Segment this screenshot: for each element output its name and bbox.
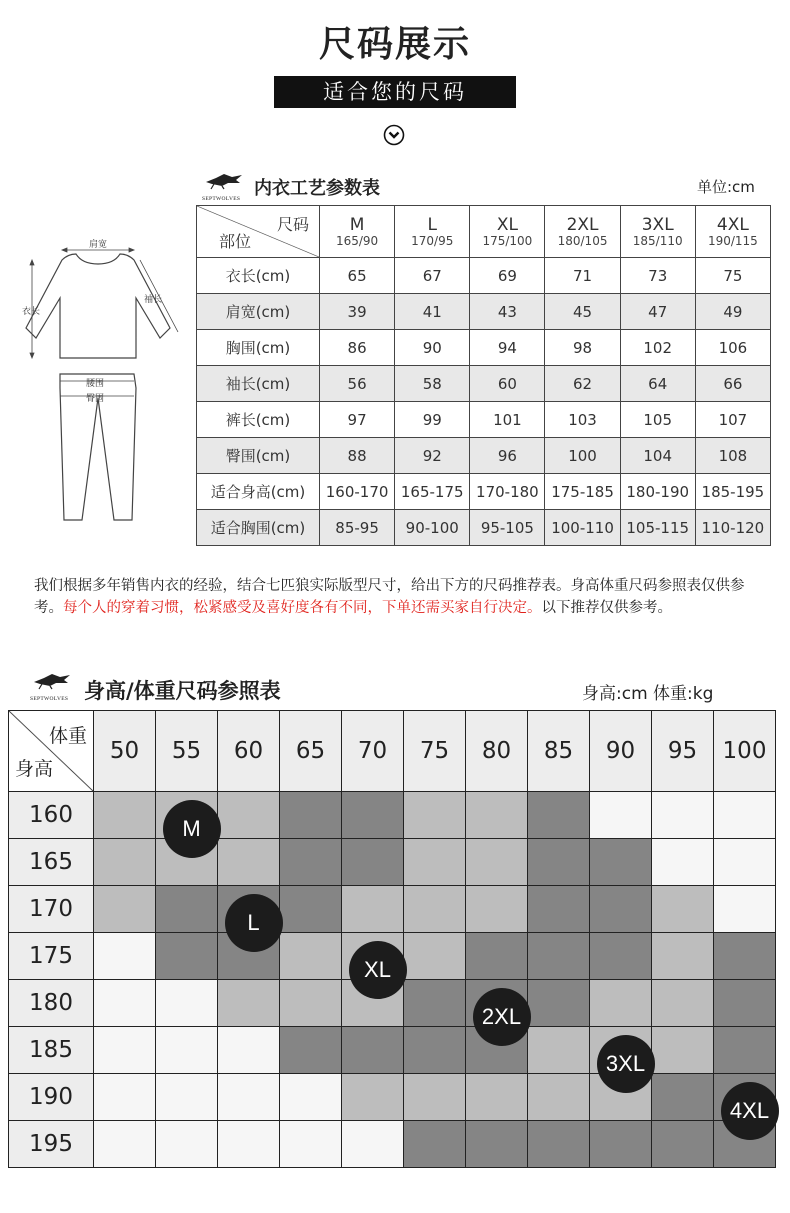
grid-cell [404,1074,466,1121]
section-title-params: 内衣工艺参数表 [254,178,380,199]
size-header-4xl: 4XL 190/115 [695,206,770,258]
grid-cell [404,1027,466,1074]
size-badge-3xl: 3XL [597,1035,655,1093]
grid-cell [94,1027,156,1074]
grid-cell [590,980,652,1027]
grid-cell [652,1027,714,1074]
weight-header: 100 [714,711,776,792]
diagram-hip-label: 臀围 [86,394,105,404]
size-header-l: L 170/95 [395,206,470,258]
weight-header: 90 [590,711,652,792]
table-cell: 85-95 [320,510,395,546]
grid-cell [528,1027,590,1074]
table-cell: 71 [545,258,620,294]
height-header: 190 [9,1074,94,1121]
grid-cell [342,1027,404,1074]
grid-cell [156,1121,218,1168]
table-cell: 62 [545,366,620,402]
table-cell: 165-175 [395,474,470,510]
row-label: 袖长(cm) [197,366,320,402]
grid-cell [466,1074,528,1121]
wolf-logo-icon [202,170,248,198]
grid-cell [404,933,466,980]
table-cell: 170-180 [470,474,545,510]
wolf-logo-icon [30,670,76,698]
grid-cell [218,792,280,839]
grid-cell [342,1121,404,1168]
grid-cell [280,1074,342,1121]
grid-cell [404,839,466,886]
note-warning-text: 每个人的穿着习惯，松紧感受及喜好度各有不同，下单还需买家自行决定。 [63,600,542,616]
grid-cell [94,792,156,839]
table-cell: 60 [470,366,545,402]
diagram-sleeve-label: 袖长 [144,295,163,305]
table-header-row [9,711,776,792]
note-tail-text: 以下推荐仅供参考。 [541,600,672,616]
grid-cell [590,886,652,933]
table-row [9,1121,776,1168]
grid-cell [342,839,404,886]
grid-cell [218,839,280,886]
grid-cell [652,980,714,1027]
page-title: 尺码展示 [318,24,471,65]
grid-cell [652,1121,714,1168]
table-cell: 110-120 [695,510,770,546]
grid-cell [280,792,342,839]
table-cell: 92 [395,438,470,474]
table-cell: 56 [320,366,395,402]
row-label: 衣长(cm) [197,258,320,294]
table-row [9,1027,776,1074]
table-cell: 160-170 [320,474,395,510]
table-cell: 49 [695,294,770,330]
corner-weight-label: 体重 [48,725,87,747]
height-header: 175 [9,933,94,980]
grid-cell [466,933,528,980]
grid-cell [94,980,156,1027]
grid-cell [714,839,776,886]
section-title-height-weight: 身高/体重尺码参照表 [84,679,281,703]
table-cell: 100-110 [545,510,620,546]
grid-cell [652,792,714,839]
table-cell: 88 [320,438,395,474]
row-label: 适合身高(cm) [197,474,320,510]
grid-cell [280,980,342,1027]
corner-size-label: 尺码 [276,215,309,234]
table-cell: 105-115 [620,510,695,546]
brand-logo-2 [30,670,76,702]
table-cell: 108 [695,438,770,474]
grid-cell [156,1027,218,1074]
grid-cell [404,1121,466,1168]
table-cell: 97 [320,402,395,438]
table-cell: 73 [620,258,695,294]
table-cell: 95-105 [470,510,545,546]
row-label: 胸围(cm) [197,330,320,366]
grid-cell [714,792,776,839]
height-header: 160 [9,792,94,839]
grid-cell [590,1121,652,1168]
weight-header: 50 [94,711,156,792]
grid-cell [652,886,714,933]
grid-cell [404,886,466,933]
grid-cell [528,792,590,839]
grid-cell [280,1121,342,1168]
size-header-2xl: 2XL 180/105 [545,206,620,258]
diagram-waist-label: 腰围 [86,379,105,389]
diagram-length-label: 衣长 [22,307,41,317]
table-cell: 67 [395,258,470,294]
row-label: 臀围(cm) [197,438,320,474]
weight-header: 85 [528,711,590,792]
table-cell: 101 [470,402,545,438]
table-cell: 41 [395,294,470,330]
grid-cell [466,1121,528,1168]
grid-cell [342,886,404,933]
table-row [197,402,771,438]
corner-part-label: 部位 [219,232,252,251]
note-text: 我们根据多年销售内衣的经验，结合七匹狼实际版型尺寸，给出下方的尺码推荐表。身高体重尺码参照表仅供参考。 [34,578,745,616]
table-cell: 98 [545,330,620,366]
height-header: 195 [9,1121,94,1168]
table-row [197,258,771,294]
corner-height-label: 身高 [15,758,54,780]
unit-label: 单位:cm [697,178,755,196]
row-label: 肩宽(cm) [197,294,320,330]
table-cell: 47 [620,294,695,330]
table-cell: 107 [695,402,770,438]
height-weight-table [8,710,776,1168]
table-cell: 106 [695,330,770,366]
grid-cell [528,933,590,980]
grid-cell [404,980,466,1027]
table-cell: 180-190 [620,474,695,510]
grid-cell [652,933,714,980]
diagram-shoulder-label: 肩宽 [88,240,108,250]
table-cell: 102 [620,330,695,366]
grid-cell [590,933,652,980]
table-row [197,474,771,510]
grid-cell [94,886,156,933]
grid-cell [218,1121,280,1168]
grid-cell [714,886,776,933]
size-badge-2xl: 2XL [473,988,531,1046]
brand-logo [202,170,248,202]
size-parameter-table [196,205,771,546]
grid-cell [218,1074,280,1121]
grid-cell [94,1121,156,1168]
table-row [9,1074,776,1121]
table-cell: 175-185 [545,474,620,510]
table-cell: 64 [620,366,695,402]
table-row [197,438,771,474]
table-row [197,330,771,366]
grid-cell [280,839,342,886]
grid-cell [714,980,776,1027]
grid-cell [94,1074,156,1121]
grid-cell [156,886,218,933]
table-cell: 58 [395,366,470,402]
table-cell: 104 [620,438,695,474]
grid-cell [590,839,652,886]
table-corner-cell [197,206,320,258]
size-header-m: M 165/90 [320,206,395,258]
grid-cell [280,933,342,980]
weight-header: 80 [466,711,528,792]
table-cell: 43 [470,294,545,330]
unit-label-2: 身高:cm 体重:kg [582,684,714,704]
row-label: 适合胸围(cm) [197,510,320,546]
table-cell: 90-100 [395,510,470,546]
table-cell: 103 [545,402,620,438]
size-badge-l: L [225,894,283,952]
grid-cell [466,886,528,933]
grid-cell [342,1074,404,1121]
table-row [9,839,776,886]
table-row [9,886,776,933]
grid-cell [280,1027,342,1074]
table-header-row [197,206,771,258]
grid-cell [652,839,714,886]
table-cell: 96 [470,438,545,474]
page-subtitle: 适合您的尺码 [274,76,516,108]
height-header: 170 [9,886,94,933]
grid-cell [652,1074,714,1121]
table-row [9,792,776,839]
grid-cell [714,1027,776,1074]
table-cell: 66 [695,366,770,402]
chevron-down-icon [383,124,405,146]
grid-cell [94,933,156,980]
size-header-xl: XL 175/100 [470,206,545,258]
height-header: 165 [9,839,94,886]
weight-header: 65 [280,711,342,792]
size-badge-m: M [163,800,221,858]
grid-cell [342,792,404,839]
grid-cell [218,1027,280,1074]
grid-cell [528,1074,590,1121]
table-cell: 90 [395,330,470,366]
grid-cell [466,839,528,886]
size-note-paragraph [34,575,764,619]
table-cell: 86 [320,330,395,366]
grid-corner-cell [9,711,94,792]
grid-cell [218,980,280,1027]
size-badge-4xl: 4XL [721,1082,779,1140]
table-cell: 45 [545,294,620,330]
grid-cell [156,1074,218,1121]
size-badge-xl: XL [349,941,407,999]
table-cell: 99 [395,402,470,438]
table-cell: 39 [320,294,395,330]
table-cell: 105 [620,402,695,438]
grid-cell [466,792,528,839]
weight-header: 60 [218,711,280,792]
grid-cell [714,933,776,980]
grid-cell [404,792,466,839]
row-label: 裤长(cm) [197,402,320,438]
brand-name: SEPTWOLVES [202,196,241,202]
table-cell: 94 [470,330,545,366]
grid-cell [528,1121,590,1168]
table-row [197,294,771,330]
table-cell: 185-195 [695,474,770,510]
grid-cell [280,886,342,933]
garment-diagram [20,238,184,528]
grid-cell [590,792,652,839]
height-header: 180 [9,980,94,1027]
table-row [197,510,771,546]
grid-cell [528,980,590,1027]
weight-header: 70 [342,711,404,792]
table-cell: 75 [695,258,770,294]
grid-cell [528,886,590,933]
table-cell: 100 [545,438,620,474]
size-header-3xl: 3XL 185/110 [620,206,695,258]
brand-name: SEPTWOLVES [30,696,69,702]
weight-header: 95 [652,711,714,792]
grid-cell [156,933,218,980]
grid-cell [528,839,590,886]
grid-cell [94,839,156,886]
table-row [197,366,771,402]
table-cell: 69 [470,258,545,294]
table-cell: 65 [320,258,395,294]
height-header: 185 [9,1027,94,1074]
grid-cell [156,980,218,1027]
weight-header: 55 [156,711,218,792]
weight-header: 75 [404,711,466,792]
